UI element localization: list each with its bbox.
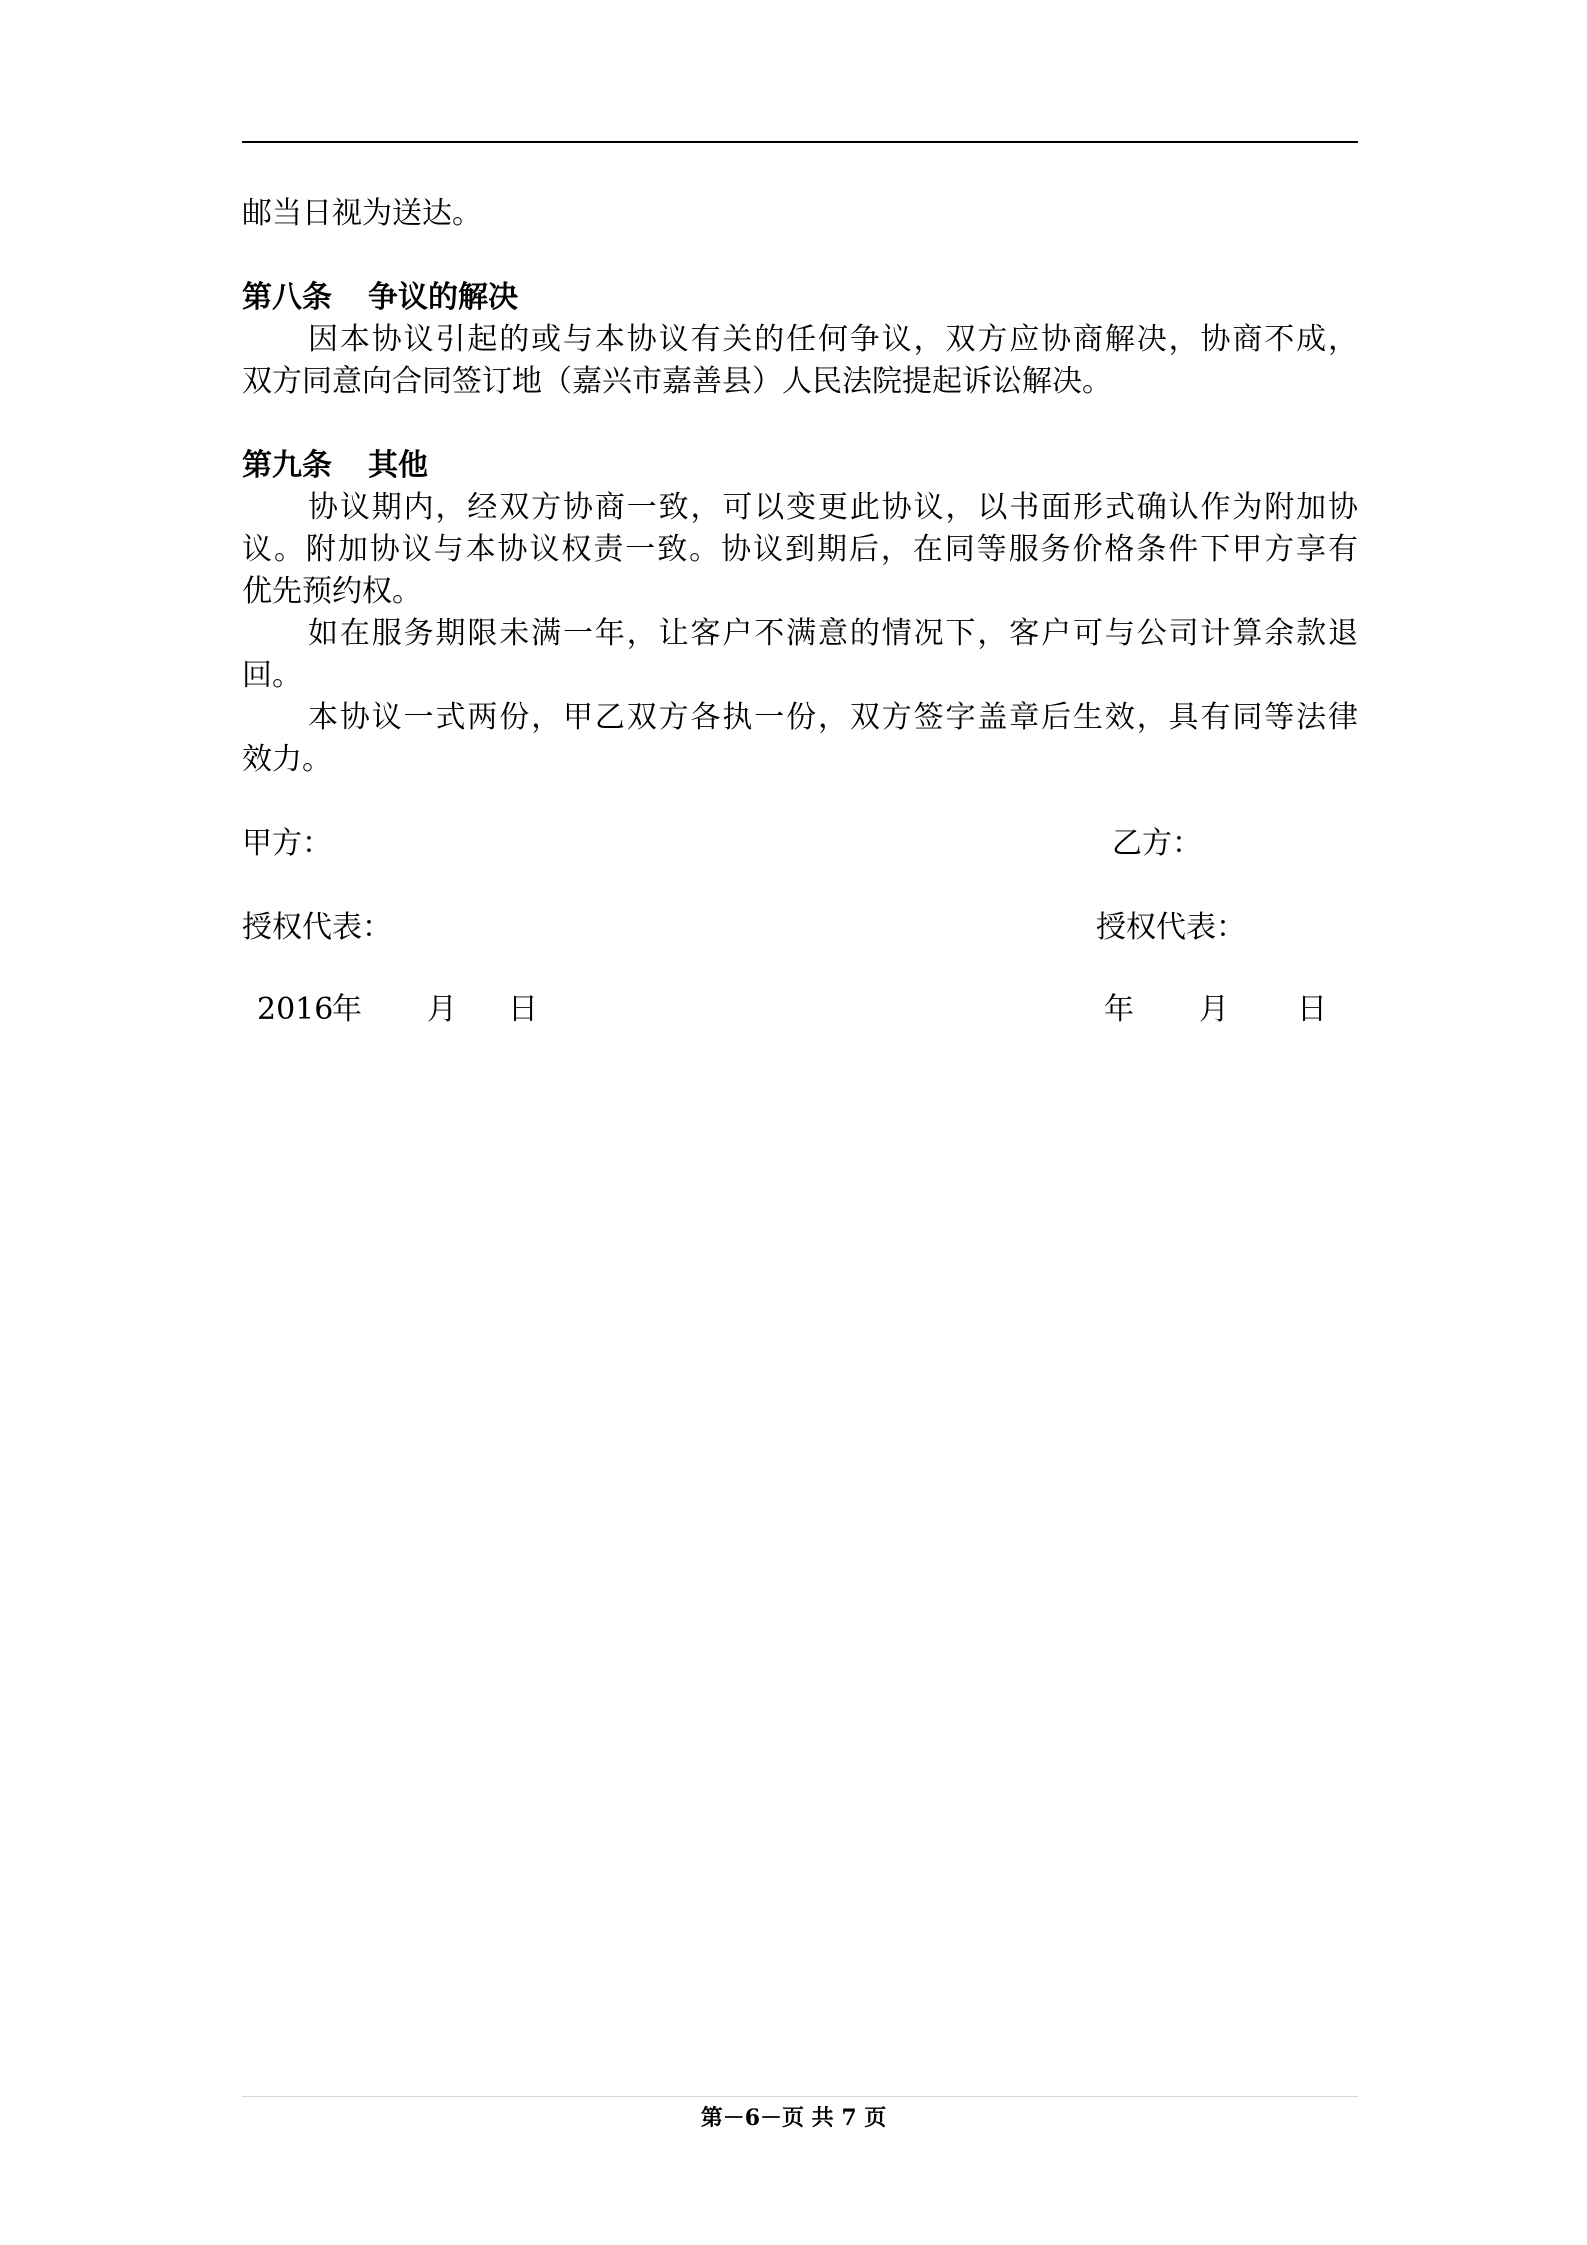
article-9-number: 第九条 <box>242 448 332 483</box>
article-9-p2-line-2: 回。 <box>242 658 302 693</box>
article-9-p3-line-2: 效力。 <box>242 742 332 777</box>
article-9-title: 其他 <box>368 448 428 483</box>
article-8-text-line-2: 双方同意向合同签订地（嘉兴市嘉善县）人民法院提起诉讼解决。 <box>242 364 1112 399</box>
article-8-heading <box>242 277 1358 319</box>
article-9-p2-line-1: 如在服务期限未满一年，让客户不满意的情况下，客户可与公司计算余款退 <box>308 616 1358 651</box>
party-a-date-year-unit: 年 <box>332 992 362 1027</box>
article-8-text-line-1: 因本协议引起的或与本协议有关的任何争议，双方应协商解决，协商不成， <box>308 322 1358 357</box>
party-b-date-day-unit: 日 <box>1297 992 1327 1027</box>
footer-rule <box>242 2096 1358 2097</box>
article-9-p1-line-3: 优先预约权。 <box>242 574 422 609</box>
header-rule <box>242 141 1358 143</box>
party-a-date-day-unit: 日 <box>508 992 538 1027</box>
party-b-rep-label: 授权代表： <box>1096 910 1246 945</box>
continuation-text: 邮当日视为送达。 <box>242 196 482 231</box>
party-b-date-month-unit: 月 <box>1199 992 1229 1027</box>
party-b-date-year-unit: 年 <box>1104 992 1134 1027</box>
party-b-label: 乙方： <box>1112 826 1202 861</box>
article-9-heading <box>242 445 1358 487</box>
article-9-p1-line-1: 协议期内，经双方协商一致，可以变更此协议，以书面形式确认作为附加协 <box>308 490 1358 525</box>
page-number-footer: 第－6－页 共 7 页 <box>700 2105 887 2131</box>
party-a-date-year: 2016 <box>257 992 334 1027</box>
article-9-p1-line-2: 议。附加协议与本协议权责一致。协议到期后，在同等服务价格条件下甲方享有 <box>242 532 1358 567</box>
article-8-number: 第八条 <box>242 280 332 315</box>
article-9-p3-line-1: 本协议一式两份，甲乙双方各执一份，双方签字盖章后生效，具有同等法律 <box>308 700 1358 735</box>
party-a-date-month-unit: 月 <box>427 992 457 1027</box>
article-8-title: 争议的解决 <box>368 280 518 315</box>
party-a-label: 甲方： <box>242 826 332 861</box>
party-a-rep-label: 授权代表： <box>242 910 392 945</box>
